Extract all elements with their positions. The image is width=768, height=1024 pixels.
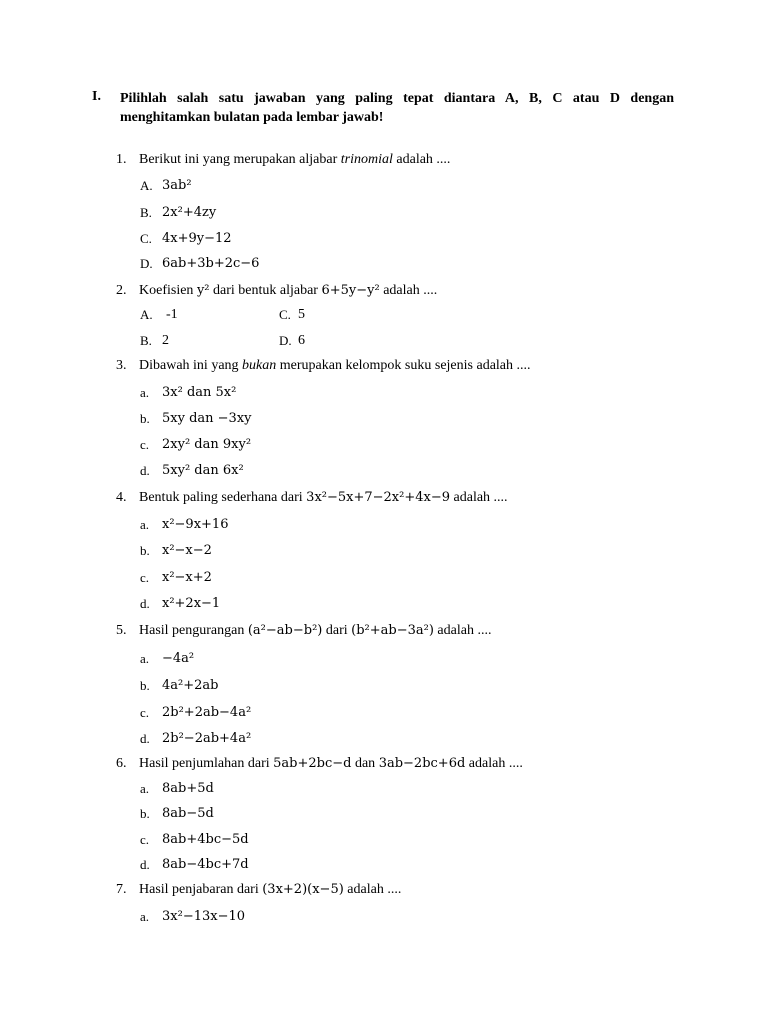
option-letter: c. (140, 437, 150, 452)
option-expression: −4a² (162, 651, 195, 666)
option-letter: A. (140, 307, 153, 322)
question-text: Berikut ini yang merupakan aljabar trinomial adalah .... (139, 152, 451, 167)
option-expression: x²−x+2 (162, 570, 212, 585)
section-instruction: Pilihlah salah satu jawaban yang paling tepat diantara A, B, C atau D dengan menghitamkan bulatan pada lembar jawab! (120, 91, 674, 125)
option-expression: 2x²+4zy (162, 205, 217, 220)
option-letter: C. (279, 307, 291, 322)
question-text: Bentuk paling sederhana dari 3x²−5x+7−2x²+4x−9 adalah .... (139, 490, 508, 505)
option-letter: D. (140, 256, 153, 271)
option-expression: 2 (162, 333, 169, 348)
question-number: 5. (116, 623, 127, 638)
option-expression: 3x²−13x−10 (162, 909, 246, 924)
section-number: I. (92, 89, 101, 104)
option-expression: 2xy² dan 9xy² (162, 437, 252, 452)
option-letter: C. (140, 231, 152, 246)
option-letter: b. (140, 543, 150, 558)
option-expression: 2b²+2ab−4a² (162, 705, 252, 720)
option-letter: a. (140, 651, 150, 666)
question-text: Hasil penjabaran dari (3x+2)(x−5) adalah .... (139, 882, 402, 897)
option-letter: D. (279, 333, 292, 348)
question-number: 6. (116, 756, 127, 771)
option-expression: 8ab−4bc+7d (162, 857, 249, 872)
option-letter: c. (140, 832, 150, 847)
option-expression: 6 (298, 333, 305, 348)
option-letter: B. (140, 333, 152, 348)
option-letter: b. (140, 678, 150, 693)
option-expression: 8ab+4bc−5d (162, 832, 249, 847)
option-expression: 5xy dan −3xy (162, 411, 252, 426)
option-letter: a. (140, 517, 150, 532)
question-text: Koefisien y² dari bentuk aljabar 6+5y−y² adalah .... (139, 283, 438, 298)
option-expression: 8ab+5d (162, 781, 214, 796)
option-expression: x²+2x−1 (162, 596, 221, 611)
option-expression: 4a²+2ab (162, 678, 219, 693)
question-text: Hasil penjumlahan dari 5ab+2bc−d dan 3ab−2bc+6d adalah .... (139, 756, 523, 771)
option-letter: a. (140, 781, 150, 796)
option-expression: 8ab−5d (162, 806, 214, 821)
option-letter: d. (140, 463, 150, 478)
option-letter: B. (140, 205, 152, 220)
question-text: Dibawah ini yang bukan merupakan kelompok suku sejenis adalah .... (139, 358, 531, 373)
option-letter: d. (140, 731, 150, 746)
question-number: 7. (116, 882, 127, 897)
option-expression: -1 (166, 307, 178, 322)
question-number: 3. (116, 358, 127, 373)
option-letter: A. (140, 178, 153, 193)
option-letter: c. (140, 705, 150, 720)
option-expression: 6ab+3b+2c−6 (162, 256, 260, 271)
option-expression: 3x² dan 5x² (162, 385, 237, 400)
option-expression: x²−9x+16 (162, 517, 229, 532)
option-letter: b. (140, 411, 150, 426)
option-expression: 2b²−2ab+4a² (162, 731, 252, 746)
option-expression: 5 (298, 307, 305, 322)
question-text: Hasil pengurangan (a²−ab−b²) dari (b²+ab−3a²) adalah .... (139, 623, 492, 638)
option-letter: a. (140, 909, 150, 924)
option-letter: b. (140, 806, 150, 821)
question-number: 1. (116, 152, 127, 167)
option-expression: 3ab² (162, 178, 192, 193)
option-expression: 4x+9y−12 (162, 231, 232, 246)
option-expression: x²−x−2 (162, 543, 212, 558)
question-number: 2. (116, 283, 127, 298)
option-letter: a. (140, 385, 150, 400)
option-letter: d. (140, 857, 150, 872)
option-letter: d. (140, 596, 150, 611)
option-expression: 5xy² dan 6x² (162, 463, 244, 478)
option-letter: c. (140, 570, 150, 585)
question-number: 4. (116, 490, 127, 505)
